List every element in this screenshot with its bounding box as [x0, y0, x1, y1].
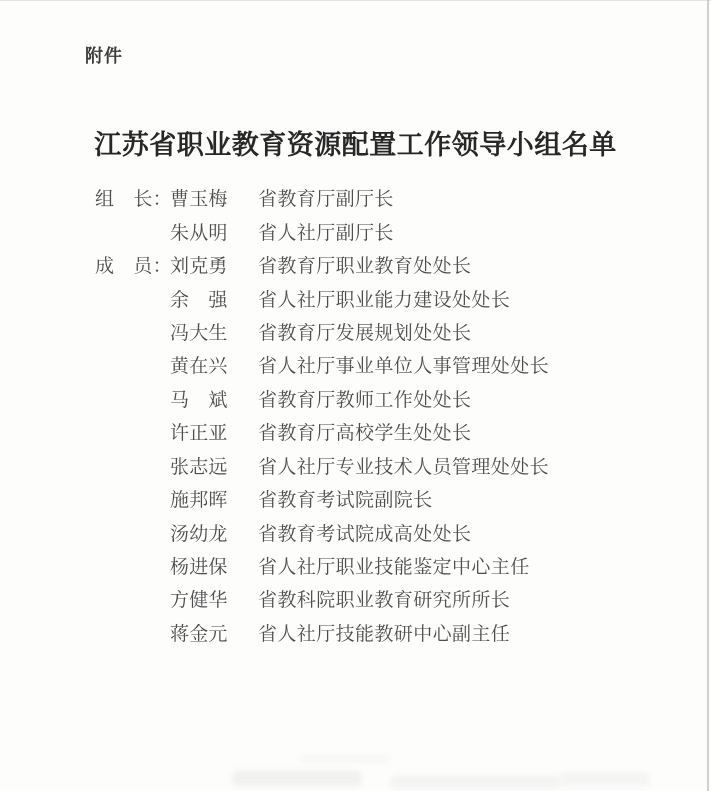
member-title: 省人社厅事业单位人事管理处处长: [258, 356, 550, 378]
member-title: 省教育厅副厅长: [258, 189, 394, 211]
member-title: 省人社厅技能教研中心副主任: [258, 623, 511, 645]
roster-role-label: 组 长：: [95, 189, 172, 211]
roster-row: [95, 482, 655, 515]
roster-row: [95, 181, 655, 214]
scan-artifact-smudge: [390, 775, 560, 789]
scan-artifact-top-edge: [0, 0, 711, 1]
roster-row: [95, 315, 655, 348]
roster-row: [95, 248, 655, 281]
roster-row: [95, 582, 655, 615]
member-name: 方健华: [170, 590, 228, 612]
member-name: 余 强: [170, 289, 228, 311]
member-name: 汤幼龙: [170, 523, 228, 545]
attachment-label: 附件: [85, 46, 123, 66]
document-title: 江苏省职业教育资源配置工作领导小组名单: [94, 130, 617, 161]
member-title: 省教育厅教师工作处处长: [258, 389, 472, 411]
member-title: 省人社厅职业技能鉴定中心主任: [258, 557, 530, 579]
member-name: 张志远: [170, 456, 228, 478]
member-name: 蒋金元: [170, 623, 228, 645]
roster-row: [95, 515, 655, 548]
member-name: 曹玉梅: [170, 189, 228, 211]
roster-row: [95, 281, 655, 314]
member-title: 省教科院职业教育研究所所长: [258, 590, 511, 612]
member-name: 黄在兴: [170, 356, 228, 378]
member-name: 施邦晖: [170, 490, 228, 512]
member-title: 省人社厅专业技术人员管理处处长: [258, 456, 550, 478]
member-title: 省教育考试院副院长: [258, 490, 433, 512]
member-name: 许正亚: [170, 423, 228, 445]
member-name: 冯大生: [170, 322, 228, 344]
roster-row: [95, 449, 655, 482]
scan-artifact-smudge: [560, 772, 650, 786]
member-title: 省人社厅副厅长: [258, 222, 394, 244]
leading-group-roster: [95, 181, 655, 649]
roster-row: [95, 549, 655, 582]
member-name: 马 斌: [170, 389, 228, 411]
member-name: 刘克勇: [170, 256, 228, 278]
member-name: 朱从明: [170, 222, 228, 244]
member-title: 省教育厅职业教育处处长: [258, 256, 472, 278]
scan-artifact-right-edge: [707, 0, 709, 791]
scan-artifact-smudge: [300, 755, 390, 763]
member-title: 省人社厅职业能力建设处处长: [258, 289, 511, 311]
roster-role-label: 成 员：: [95, 256, 172, 278]
member-name: 杨进保: [170, 557, 228, 579]
member-title: 省教育考试院成高处处长: [258, 523, 472, 545]
roster-row: [95, 415, 655, 448]
roster-row: [95, 382, 655, 415]
roster-row: [95, 348, 655, 381]
scan-artifact-smudge: [232, 770, 362, 786]
roster-row: [95, 214, 655, 247]
roster-row: [95, 616, 655, 649]
member-title: 省教育厅发展规划处处长: [258, 322, 472, 344]
member-title: 省教育厅高校学生处处长: [258, 423, 472, 445]
